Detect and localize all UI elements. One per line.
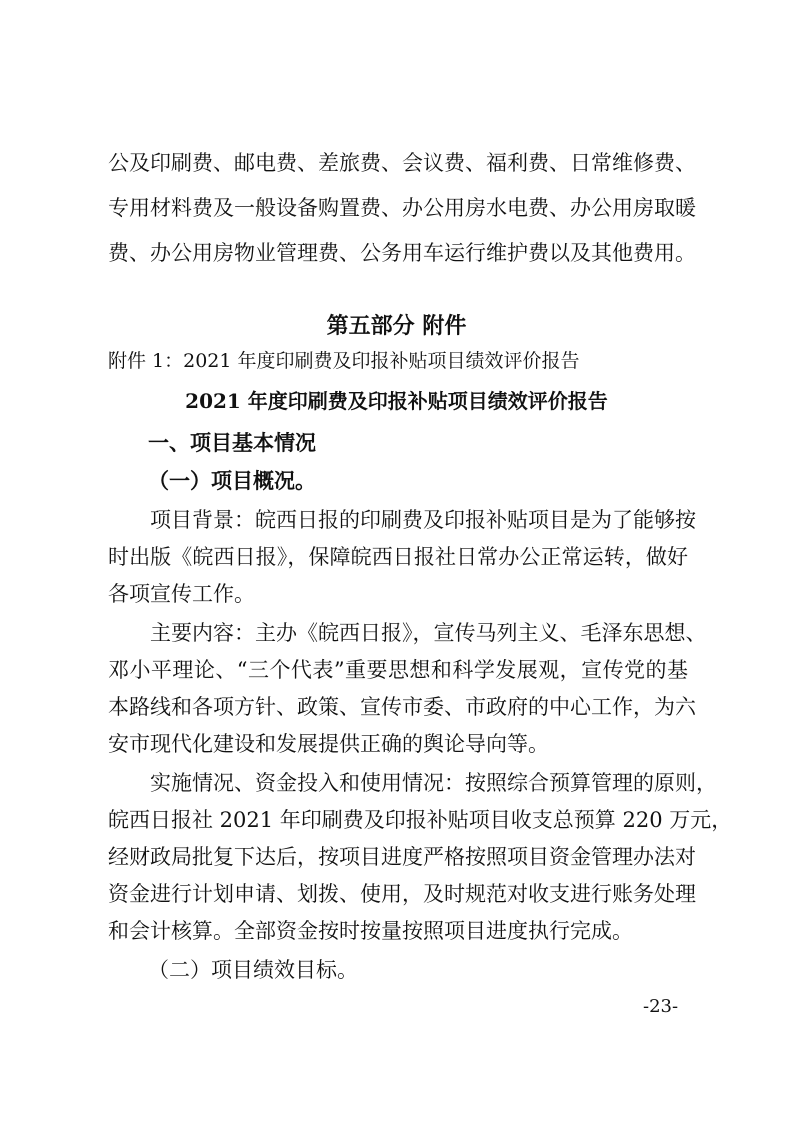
body-text-line: 费、办公用房物业管理费、公务用车运行维护费以及其他费用。 (108, 241, 696, 265)
body-text-line: 和会计核算。全部资金按时按量按照项目进度执行完成。 (108, 919, 633, 943)
heading-level-2: （一）项目概况。 (148, 468, 316, 493)
report-title: 2021 年度印刷费及印报补贴项目绩效评价报告 (185, 389, 608, 413)
heading-level-2: （二）项目绩效目标。 (148, 958, 358, 982)
attachment-line: 附件 1：2021 年度印刷费及印报补贴项目绩效评价报告 (108, 350, 580, 372)
heading-level-1: 一、项目基本情况 (148, 430, 316, 455)
body-text-line: 各项宣传工作。 (108, 582, 255, 606)
body-text-line: 邓小平理论、“三个代表”重要思想和科学发展观，宣传党的基 (108, 658, 688, 682)
body-text-line: 经财政局批复下达后，按项目进度严格按照项目资金管理办法对 (108, 845, 696, 869)
body-text-line: 资金进行计划申请、划拨、使用，及时规范对收支进行账务处理 (108, 882, 696, 906)
body-text-line: 安市现代化建设和发展提供正确的舆论导向等。 (108, 732, 549, 756)
body-text-line: 项目背景：皖西日报的印刷费及印报补贴项目是为了能够按 (150, 508, 696, 532)
page-number: -23- (643, 996, 679, 1017)
body-text-line: 专用材料费及一般设备购置费、办公用房水电费、办公用房取暖 (108, 196, 696, 220)
body-text-line: 实施情况、资金投入和使用情况：按照综合预算管理的原则， (150, 771, 717, 795)
body-text-line: 皖西日报社 2021 年印刷费及印报补贴项目收支总预算 220 万元， (108, 808, 733, 832)
section-title: 第五部分 附件 (326, 313, 467, 339)
body-text-line: 公及印刷费、邮电费、差旅费、会议费、福利费、日常维修费、 (108, 151, 696, 175)
body-text-line: 本路线和各项方针、政策、宣传市委、市政府的中心工作，为六 (108, 695, 696, 719)
body-text-line: 时出版《皖西日报》，保障皖西日报社日常办公正常运转，做好 (108, 545, 688, 569)
body-text-line: 主要内容：主办《皖西日报》，宣传马列主义、毛泽东思想、 (150, 621, 707, 645)
